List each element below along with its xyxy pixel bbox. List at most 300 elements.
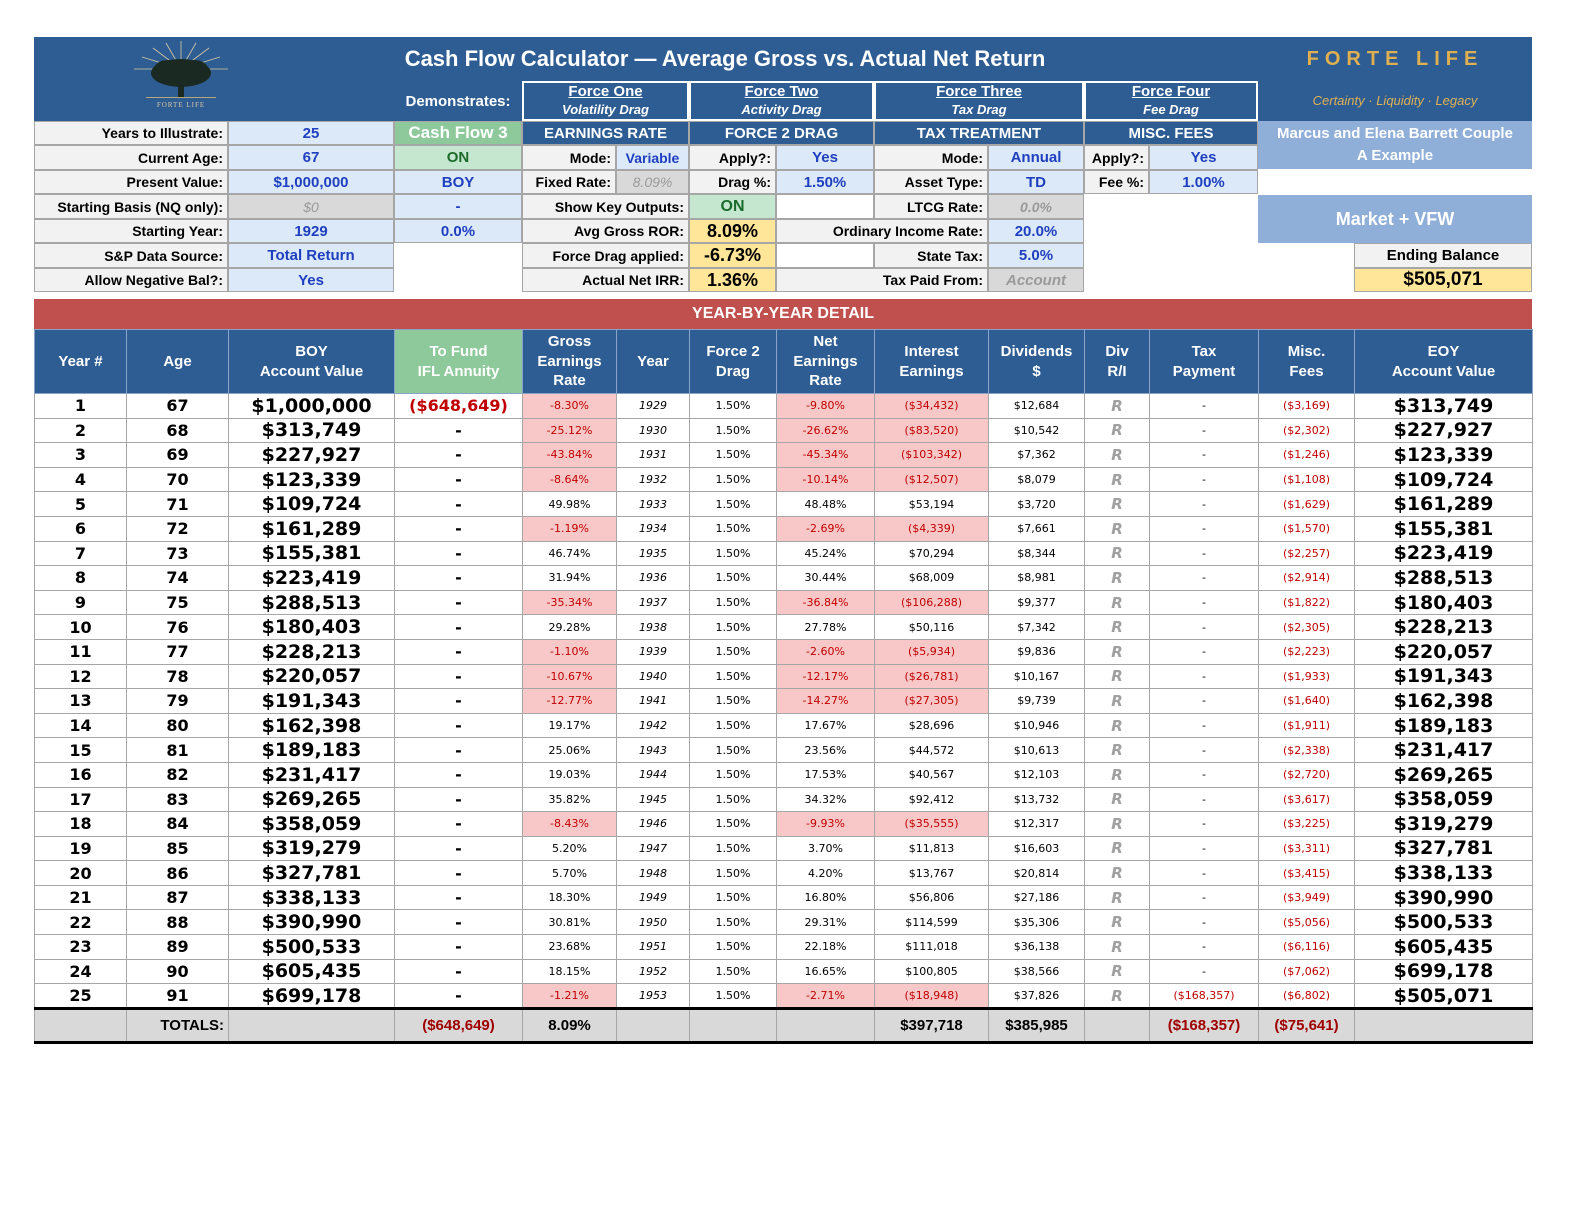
cell-fund-annuity: - [395, 935, 523, 960]
cell-boy-value: $227,927 [229, 443, 395, 468]
cell-age: 72 [127, 516, 229, 541]
cell-eoy-value: $223,419 [1355, 541, 1533, 566]
cell-fund-annuity: - [395, 762, 523, 787]
negative-bal-select[interactable]: Yes [228, 268, 394, 292]
cell-year: 1930 [617, 418, 690, 443]
cell-net-rate: -2.71% [777, 984, 875, 1009]
cell-gross-rate: 5.70% [523, 861, 617, 886]
cell-dividends: $10,613 [989, 738, 1085, 763]
cell-age: 86 [127, 861, 229, 886]
cell-div-ri: R [1085, 492, 1150, 517]
table-row [35, 492, 1533, 517]
cell-age: 79 [127, 689, 229, 714]
cell-tax-payment: - [1150, 418, 1259, 443]
cell-fund-annuity: - [395, 418, 523, 443]
force-one-name: Force One [568, 83, 643, 100]
col-header-force2-drag: Force 2 Drag [690, 330, 777, 394]
cell-interest: ($35,555) [875, 812, 989, 837]
cell-tax-payment: - [1150, 885, 1259, 910]
table-row [35, 664, 1533, 689]
cell-fund-annuity: - [395, 516, 523, 541]
force-four-name: Force Four [1131, 83, 1211, 100]
cell-div-ri: R [1085, 738, 1150, 763]
fixed-rate-label: Fixed Rate: [522, 170, 616, 194]
cell-dividends: $10,167 [989, 664, 1085, 689]
table-row [35, 689, 1533, 714]
cell-force2-drag: 1.50% [690, 418, 777, 443]
asset-type-select[interactable]: TD [988, 170, 1084, 194]
table-row [35, 984, 1533, 1009]
cell-force2-drag: 1.50% [690, 467, 777, 492]
cell-gross-rate: 23.68% [523, 935, 617, 960]
totals-fund: ($648,649) [395, 1008, 523, 1042]
cell-misc-fees: ($3,169) [1259, 394, 1355, 419]
cell-boy-value: $605,435 [229, 959, 395, 984]
pv-input[interactable]: $1,000,000 [228, 170, 394, 194]
cell-div-ri: R [1085, 566, 1150, 591]
force-two-name: Force Two [744, 83, 819, 100]
cell-tax-payment: - [1150, 467, 1259, 492]
force-one-sub: Volatility Drag [562, 102, 649, 117]
cell-eoy-value: $327,781 [1355, 836, 1533, 861]
cell-net-rate: -26.62% [777, 418, 875, 443]
cell-year: 1951 [617, 935, 690, 960]
cell-eoy-value: $191,343 [1355, 664, 1533, 689]
cell-gross-rate: 18.15% [523, 959, 617, 984]
cell-fund-annuity: - [395, 959, 523, 984]
years-input[interactable]: 25 [228, 121, 394, 145]
cell-gross-rate: 46.74% [523, 541, 617, 566]
show-outputs-label: Show Key Outputs: [522, 194, 689, 219]
cell-gross-rate: -25.12% [523, 418, 617, 443]
ltcg-input[interactable]: 0.0% [988, 194, 1084, 219]
cashflow-pct-input[interactable]: 0.0% [394, 219, 522, 243]
cell-gross-rate: 18.30% [523, 885, 617, 910]
cell-dividends: $8,079 [989, 467, 1085, 492]
cell-age: 91 [127, 984, 229, 1009]
cell-dividends: $7,362 [989, 443, 1085, 468]
cell-force2-drag: 1.50% [690, 787, 777, 812]
cell-age: 78 [127, 664, 229, 689]
cell-fund-annuity: - [395, 836, 523, 861]
age-input[interactable]: 67 [228, 145, 394, 170]
basis-input[interactable]: $0 [228, 194, 394, 219]
cell-gross-rate: -10.67% [523, 664, 617, 689]
cell-force2-drag: 1.50% [690, 984, 777, 1009]
cell-fund-annuity: - [395, 541, 523, 566]
cell-misc-fees: ($1,570) [1259, 516, 1355, 541]
cell-gross-rate: 29.28% [523, 615, 617, 640]
totals-empty-cell [35, 1008, 127, 1042]
cell-year-num: 12 [35, 664, 127, 689]
cell-net-rate: 29.31% [777, 910, 875, 935]
cell-gross-rate: -43.84% [523, 443, 617, 468]
cell-fund-annuity: - [395, 689, 523, 714]
cell-age: 74 [127, 566, 229, 591]
cell-net-rate: 16.65% [777, 959, 875, 984]
cell-misc-fees: ($2,338) [1259, 738, 1355, 763]
net-irr-label: Actual Net IRR: [522, 268, 689, 292]
cell-force2-drag: 1.50% [690, 492, 777, 517]
cell-misc-fees: ($2,914) [1259, 566, 1355, 591]
sp-source-label: S&P Data Source: [34, 243, 228, 268]
cell-force2-drag: 1.50% [690, 910, 777, 935]
cell-year-num: 9 [35, 590, 127, 615]
cell-fund-annuity: - [395, 885, 523, 910]
cell-dividends: $9,377 [989, 590, 1085, 615]
cell-fund-annuity: - [395, 566, 523, 591]
cell-age: 80 [127, 713, 229, 738]
cell-year: 1942 [617, 713, 690, 738]
cell-misc-fees: ($1,640) [1259, 689, 1355, 714]
cell-age: 82 [127, 762, 229, 787]
cell-gross-rate: -8.30% [523, 394, 617, 419]
cell-fund-annuity: - [395, 812, 523, 837]
cell-tax-payment: - [1150, 615, 1259, 640]
cell-net-rate: 30.44% [777, 566, 875, 591]
cell-eoy-value: $227,927 [1355, 418, 1533, 443]
cell-fund-annuity: - [395, 861, 523, 886]
cell-year-num: 2 [35, 418, 127, 443]
cell-misc-fees: ($1,911) [1259, 713, 1355, 738]
cell-net-rate: -2.60% [777, 639, 875, 664]
cell-interest: $40,567 [875, 762, 989, 787]
cashflow-timing-select[interactable]: BOY [394, 170, 522, 194]
cell-eoy-value: $109,724 [1355, 467, 1533, 492]
table-row [35, 787, 1533, 812]
cell-age: 81 [127, 738, 229, 763]
earnings-mode-select[interactable]: Variable [616, 145, 689, 170]
cell-force2-drag: 1.50% [690, 812, 777, 837]
ordinary-rate-input[interactable]: 20.0% [988, 219, 1084, 243]
tax-mode-select[interactable]: Annual [988, 145, 1084, 170]
earnings-mode-label: Mode: [522, 145, 616, 170]
cell-boy-value: $319,279 [229, 836, 395, 861]
cell-eoy-value: $500,533 [1355, 910, 1533, 935]
cell-interest: ($5,934) [875, 639, 989, 664]
cell-net-rate: -36.84% [777, 590, 875, 615]
cell-gross-rate: -35.34% [523, 590, 617, 615]
cell-net-rate: -9.93% [777, 812, 875, 837]
cell-misc-fees: ($1,246) [1259, 443, 1355, 468]
cell-eoy-value: $358,059 [1355, 787, 1533, 812]
cell-gross-rate: 5.20% [523, 836, 617, 861]
cell-net-rate: 22.18% [777, 935, 875, 960]
cell-dividends: $10,946 [989, 713, 1085, 738]
start-year-label: Starting Year: [34, 219, 228, 243]
col-header-year: Year [617, 330, 690, 394]
cell-eoy-value: $505,071 [1355, 984, 1533, 1009]
cell-eoy-value: $189,183 [1355, 713, 1533, 738]
cell-year-num: 17 [35, 787, 127, 812]
cell-tax-payment: - [1150, 861, 1259, 886]
cell-fund-annuity: - [395, 639, 523, 664]
cell-interest: ($4,339) [875, 516, 989, 541]
cell-boy-value: $390,990 [229, 910, 395, 935]
cell-misc-fees: ($1,933) [1259, 664, 1355, 689]
cell-boy-value: $500,533 [229, 935, 395, 960]
detail-banner: YEAR-BY-YEAR DETAIL [34, 299, 1532, 329]
cell-tax-payment: - [1150, 590, 1259, 615]
ending-balance-value: $505,071 [1354, 268, 1532, 292]
cell-misc-fees: ($3,949) [1259, 885, 1355, 910]
cell-dividends: $3,720 [989, 492, 1085, 517]
cell-fund-annuity: - [395, 664, 523, 689]
cell-div-ri: R [1085, 787, 1150, 812]
cell-net-rate: -12.17% [777, 664, 875, 689]
table-row [35, 639, 1533, 664]
cell-year-num: 4 [35, 467, 127, 492]
cell-boy-value: $109,724 [229, 492, 395, 517]
cell-age: 71 [127, 492, 229, 517]
cell-dividends: $9,836 [989, 639, 1085, 664]
cell-force2-drag: 1.50% [690, 738, 777, 763]
cell-net-rate: -2.69% [777, 516, 875, 541]
cell-div-ri: R [1085, 516, 1150, 541]
fee-pct-label: Fee %: [1084, 170, 1149, 194]
cell-gross-rate: -8.64% [523, 467, 617, 492]
table-row [35, 418, 1533, 443]
cell-interest: $11,813 [875, 836, 989, 861]
page-title: Cash Flow Calculator — Average Gross vs. Actual Net Return [404, 46, 1046, 71]
avg-gross-label: Avg Gross ROR: [522, 219, 689, 243]
totals-fees: ($75,641) [1259, 1008, 1355, 1042]
cell-age: 88 [127, 910, 229, 935]
cell-misc-fees: ($2,302) [1259, 418, 1355, 443]
cell-eoy-value: $699,178 [1355, 959, 1533, 984]
cell-age: 70 [127, 467, 229, 492]
fees-apply-select[interactable]: Yes [1149, 145, 1258, 170]
drag-applied-value: -6.73% [689, 243, 776, 268]
cell-interest: $114,599 [875, 910, 989, 935]
cell-force2-drag: 1.50% [690, 664, 777, 689]
col-header-div-ri: Div R/I [1085, 330, 1150, 394]
cell-interest: ($103,342) [875, 443, 989, 468]
cell-net-rate: 17.67% [777, 713, 875, 738]
cell-misc-fees: ($1,629) [1259, 492, 1355, 517]
state-tax-label: State Tax: [874, 243, 988, 268]
cell-div-ri: R [1085, 394, 1150, 419]
avg-gross-value: 8.09% [689, 219, 776, 243]
fixed-rate-input[interactable]: 8.09% [616, 170, 689, 194]
cell-net-rate: -45.34% [777, 443, 875, 468]
cell-gross-rate: -1.21% [523, 984, 617, 1009]
cell-gross-rate: 19.17% [523, 713, 617, 738]
fee-pct-input[interactable]: 1.00% [1149, 170, 1258, 194]
cell-tax-payment: - [1150, 738, 1259, 763]
cell-tax-payment: - [1150, 959, 1259, 984]
basis-label: Starting Basis (NQ only): [34, 194, 228, 219]
cell-interest: $28,696 [875, 713, 989, 738]
cell-misc-fees: ($3,617) [1259, 787, 1355, 812]
cell-net-rate: 16.80% [777, 885, 875, 910]
cell-boy-value: $288,513 [229, 590, 395, 615]
cell-boy-value: $162,398 [229, 713, 395, 738]
cell-fund-annuity: - [395, 615, 523, 640]
cell-dividends: $27,186 [989, 885, 1085, 910]
cell-year: 1938 [617, 615, 690, 640]
cell-div-ri: R [1085, 418, 1150, 443]
cell-boy-value: $338,133 [229, 885, 395, 910]
cell-year-num: 8 [35, 566, 127, 591]
cell-eoy-value: $605,435 [1355, 935, 1533, 960]
force-three-sub: Tax Drag [951, 102, 1007, 117]
cell-tax-payment: - [1150, 639, 1259, 664]
cell-age: 87 [127, 885, 229, 910]
cell-misc-fees: ($3,225) [1259, 812, 1355, 837]
force-one-header [522, 81, 689, 121]
cashflow-on-toggle[interactable]: ON [394, 145, 522, 170]
cell-gross-rate: 31.94% [523, 566, 617, 591]
start-year-input[interactable]: 1929 [228, 219, 394, 243]
net-irr-value: 1.36% [689, 268, 776, 292]
asset-type-label: Asset Type: [874, 170, 988, 194]
sp-source-select[interactable]: Total Return [228, 243, 394, 268]
table-row [35, 394, 1533, 419]
cell-fund-annuity: ($648,649) [395, 394, 523, 419]
cell-year: 1952 [617, 959, 690, 984]
cell-boy-value: $220,057 [229, 664, 395, 689]
cell-year: 1946 [617, 812, 690, 837]
cell-div-ri: R [1085, 885, 1150, 910]
cell-eoy-value: $123,339 [1355, 443, 1533, 468]
cell-misc-fees: ($2,223) [1259, 639, 1355, 664]
cell-dividends: $10,542 [989, 418, 1085, 443]
cashflow-amount-input[interactable]: - [394, 194, 522, 219]
col-header-gross-rate: Gross Earnings Rate [523, 330, 617, 394]
cell-age: 69 [127, 443, 229, 468]
cell-year-num: 18 [35, 812, 127, 837]
cell-year: 1950 [617, 910, 690, 935]
cell-force2-drag: 1.50% [690, 762, 777, 787]
cell-force2-drag: 1.50% [690, 566, 777, 591]
cell-year-num: 14 [35, 713, 127, 738]
cell-age: 77 [127, 639, 229, 664]
cell-div-ri: R [1085, 689, 1150, 714]
table-row [35, 861, 1533, 886]
cashflow-title: Cash Flow 3 [394, 121, 522, 145]
cell-year: 1945 [617, 787, 690, 812]
cell-dividends: $12,684 [989, 394, 1085, 419]
cell-net-rate: 3.70% [777, 836, 875, 861]
cell-dividends: $20,814 [989, 861, 1085, 886]
cell-year: 1937 [617, 590, 690, 615]
cell-eoy-value: $155,381 [1355, 516, 1533, 541]
col-header-tax-payment: Tax Payment [1150, 330, 1259, 394]
state-tax-input[interactable]: 5.0% [988, 243, 1084, 268]
cell-tax-payment: - [1150, 787, 1259, 812]
cell-interest: $50,116 [875, 615, 989, 640]
cell-eoy-value: $161,289 [1355, 492, 1533, 517]
cell-tax-payment: - [1150, 541, 1259, 566]
cell-tax-payment: - [1150, 394, 1259, 419]
fees-apply-label: Apply?: [1084, 145, 1149, 170]
cell-force2-drag: 1.50% [690, 615, 777, 640]
force2-apply-select[interactable]: Yes [776, 145, 874, 170]
tax-paid-from-select[interactable]: Account [988, 268, 1084, 292]
totals-empty-cell [1085, 1008, 1150, 1042]
tax-treatment-header: TAX TREATMENT [874, 121, 1084, 145]
cell-year: 1939 [617, 639, 690, 664]
force2-drag-input[interactable]: 1.50% [776, 170, 874, 194]
cell-gross-rate: 19.03% [523, 762, 617, 787]
cell-interest: ($26,781) [875, 664, 989, 689]
cell-boy-value: $313,749 [229, 418, 395, 443]
cell-dividends: $9,739 [989, 689, 1085, 714]
cell-div-ri: R [1085, 910, 1150, 935]
cell-dividends: $7,661 [989, 516, 1085, 541]
col-header-misc-fees: Misc. Fees [1259, 330, 1355, 394]
tax-paid-from-label: Tax Paid From: [776, 268, 988, 292]
cell-force2-drag: 1.50% [690, 836, 777, 861]
cell-year-num: 5 [35, 492, 127, 517]
cell-misc-fees: ($5,056) [1259, 910, 1355, 935]
table-row [35, 590, 1533, 615]
cell-boy-value: $191,343 [229, 689, 395, 714]
demonstrates-label: Demonstrates: [405, 92, 511, 110]
cell-boy-value: $161,289 [229, 516, 395, 541]
ending-balance-label: Ending Balance [1354, 243, 1532, 268]
cell-div-ri: R [1085, 935, 1150, 960]
cell-tax-payment: - [1150, 566, 1259, 591]
cell-year-num: 10 [35, 615, 127, 640]
cell-dividends: $7,342 [989, 615, 1085, 640]
show-outputs-toggle[interactable]: ON [689, 194, 776, 219]
cell-interest: $111,018 [875, 935, 989, 960]
cell-boy-value: $1,000,000 [229, 394, 395, 419]
cell-interest: $53,194 [875, 492, 989, 517]
totals-empty-cell [617, 1008, 690, 1042]
cell-net-rate: 45.24% [777, 541, 875, 566]
brand-name: FORTE LIFE [1306, 47, 1484, 70]
cell-div-ri: R [1085, 443, 1150, 468]
cell-tax-payment: - [1150, 516, 1259, 541]
force-two-header [689, 81, 874, 121]
cell-year-num: 11 [35, 639, 127, 664]
force2-drag-header: FORCE 2 DRAG [689, 121, 874, 145]
totals-gross: 8.09% [523, 1008, 617, 1042]
cell-year: 1943 [617, 738, 690, 763]
totals-empty-cell [229, 1008, 395, 1042]
cell-misc-fees: ($3,415) [1259, 861, 1355, 886]
cell-tax-payment: - [1150, 836, 1259, 861]
cell-year-num: 6 [35, 516, 127, 541]
force-three-name: Force Three [936, 83, 1022, 100]
cell-boy-value: $155,381 [229, 541, 395, 566]
cell-interest: ($83,520) [875, 418, 989, 443]
brand-tagline: Certainty · Liquidity · Legacy [1312, 92, 1478, 108]
table-row [35, 443, 1533, 468]
client-name-box [1258, 121, 1532, 169]
force-four-header [1084, 81, 1258, 121]
scenario-button[interactable]: Market + VFW [1258, 195, 1532, 243]
cell-year-num: 16 [35, 762, 127, 787]
col-header-boy-value: BOY Account Value [229, 330, 395, 394]
cell-tax-payment: - [1150, 935, 1259, 960]
cell-age: 73 [127, 541, 229, 566]
cell-age: 85 [127, 836, 229, 861]
cell-force2-drag: 1.50% [690, 590, 777, 615]
cell-year: 1947 [617, 836, 690, 861]
cell-tax-payment: - [1150, 910, 1259, 935]
cell-misc-fees: ($6,116) [1259, 935, 1355, 960]
negative-bal-label: Allow Negative Bal?: [34, 268, 228, 292]
cell-tax-payment: - [1150, 664, 1259, 689]
cell-dividends: $13,732 [989, 787, 1085, 812]
cell-div-ri: R [1085, 861, 1150, 886]
cell-dividends: $12,103 [989, 762, 1085, 787]
cell-dividends: $8,344 [989, 541, 1085, 566]
